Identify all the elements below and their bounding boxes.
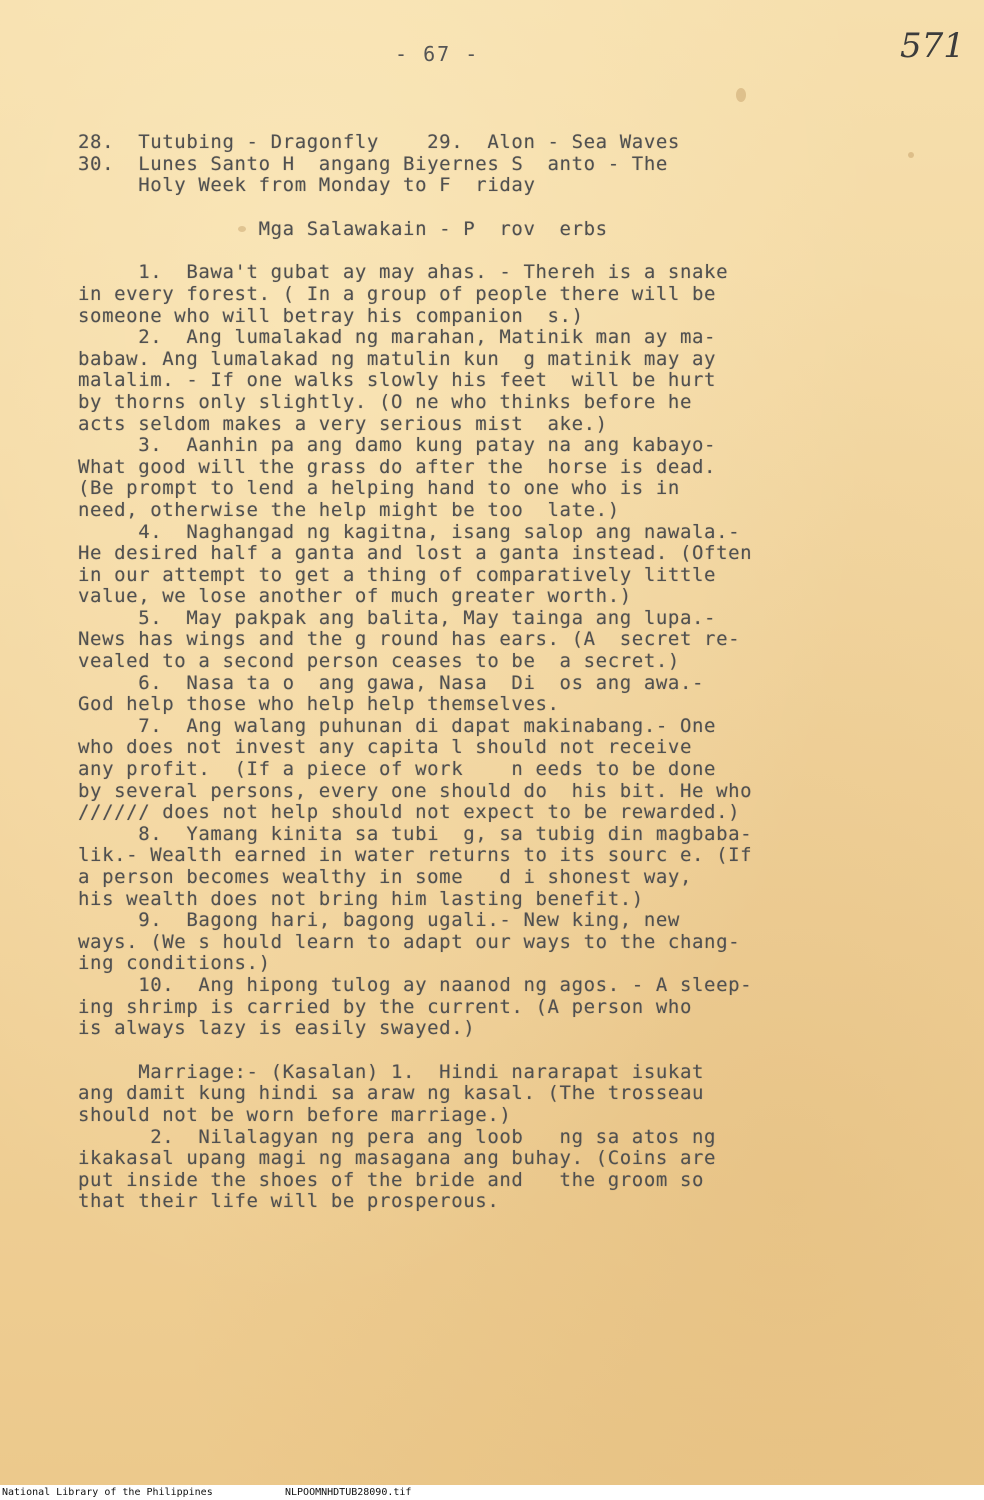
text-line: 7. Ang walang puhunan di dapat makinabang.- One bbox=[78, 714, 717, 737]
text-line: acts seldom makes a very serious mist ake.) bbox=[78, 412, 608, 435]
text-line: is always lazy is easily swayed.) bbox=[78, 1017, 476, 1040]
text-line: ikakasal upang magi ng masagana ang buhay. (Coins are bbox=[78, 1147, 717, 1170]
text-line: ing conditions.) bbox=[78, 952, 271, 975]
text-line: a person becomes wealthy in some d i shonest way, bbox=[78, 866, 692, 888]
text-line: 9. Bagong hari, bagong ugali.- New king, new bbox=[78, 909, 680, 932]
text-line: Marriage:- (Kasalan) 1. Hindi nararapat isukat bbox=[78, 1060, 705, 1083]
text-line: He desired half a ganta and lost a ganta instead. (Often bbox=[78, 542, 753, 565]
text-line: News has wings and the g round has ears. (A secret re- bbox=[78, 628, 741, 651]
footer-library-name: National Library of the Philippines bbox=[2, 1487, 213, 1498]
text-line: 6. Nasa ta o ang gawa, Nasa Di os ang awa.- bbox=[78, 671, 705, 694]
paper-stain bbox=[736, 88, 746, 102]
text-line: God help those who help help themselves. bbox=[78, 693, 560, 716]
text-line: 5. May pakpak ang balita, May tainga ang lupa.- bbox=[78, 606, 717, 629]
text-line: ang damit kung hindi sa araw ng kasal. (The trosseau bbox=[78, 1082, 705, 1105]
text-line: 2. Ang lumalakad ng marahan, Matinik man ay ma- bbox=[78, 326, 717, 349]
blank-line bbox=[78, 240, 878, 262]
text-line: need, otherwise the help might be too late.) bbox=[78, 498, 620, 521]
text-line: who does not invest any capita l should not receive bbox=[78, 736, 692, 759]
text-line: by several persons, every one should do his bit. He who bbox=[78, 779, 753, 802]
blank-line bbox=[78, 1040, 878, 1062]
text-line: someone who will betray his companion s.) bbox=[78, 304, 584, 327]
text-line: his wealth does not bring him lasting benefit.) bbox=[78, 887, 644, 910]
text-line: any profit. (If a piece of work n eeds to be done bbox=[78, 758, 717, 781]
paper-stain bbox=[908, 152, 914, 158]
text-line: value, we lose another of much greater worth.) bbox=[78, 585, 632, 608]
blank-line bbox=[78, 197, 878, 219]
text-line: 1. Bawa't gubat ay may ahas. - Thereh is a snake bbox=[78, 261, 729, 284]
text-line: ing shrimp is carried by the current. (A person who bbox=[78, 995, 692, 1018]
text-line: lik.- Wealth earned in water returns to its sourc e. (If bbox=[78, 844, 753, 867]
text-line: 8. Yamang kinita sa tubi g, sa tubig din magbaba- bbox=[78, 822, 753, 845]
text-line: (Be prompt to lend a helping hand to one who is in bbox=[78, 477, 680, 500]
text-line: 28. Tutubing - Dragonfly 29. Alon - Sea Waves bbox=[78, 131, 680, 153]
text-line: 4. Naghangad ng kagitna, isang salop ang nawala.- bbox=[78, 520, 741, 543]
text-line: 30. Lunes Santo H angang Biyernes S anto - The bbox=[78, 152, 668, 175]
document-body bbox=[78, 132, 878, 1213]
text-line: ////// does not help should not expect to be rewarded.) bbox=[78, 801, 741, 824]
text-line: that their life will be prosperous. bbox=[78, 1190, 500, 1213]
text-line: babaw. Ang lumalakad ng matulin kun g matinik may ay bbox=[78, 347, 717, 370]
text-line: Mga Salawakain - P rov erbs bbox=[78, 217, 608, 240]
text-line: in every forest. ( In a group of people there will be bbox=[78, 282, 717, 305]
text-line: malalim. - If one walks slowly his feet will be hurt bbox=[78, 369, 717, 392]
text-line: What good will the grass do after the horse is dead. bbox=[78, 455, 717, 478]
text-line: in our attempt to get a thing of comparatively little bbox=[78, 563, 717, 586]
footer-bar bbox=[0, 1485, 984, 1500]
text-line: 3. Aanhin pa ang damo kung patay na ang kabayo- bbox=[78, 434, 717, 457]
text-line: 2. Nilalagyan ng pera ang loob ng sa atos ng bbox=[78, 1125, 717, 1148]
text-line: Holy Week from Monday to F riday bbox=[78, 174, 536, 197]
page-number: - 67 - bbox=[395, 42, 480, 66]
text-line: 10. Ang hipong tulog ay naanod ng agos. - A sleep- bbox=[78, 973, 753, 996]
text-line: put inside the shoes of the bride and the groom so bbox=[78, 1168, 705, 1191]
footer-file-name: NLPOOMNHDTUB28090.tif bbox=[285, 1487, 412, 1498]
text-line: vealed to a second person ceases to be a secret.) bbox=[78, 650, 680, 673]
text-line: ways. (We s hould learn to adapt our ways to the chang- bbox=[78, 930, 741, 953]
text-line: should not be worn before marriage.) bbox=[78, 1103, 512, 1126]
handwritten-page-number: 571 bbox=[900, 26, 965, 66]
text-line: by thorns only slightly. (O ne who thinks before he bbox=[78, 390, 692, 413]
